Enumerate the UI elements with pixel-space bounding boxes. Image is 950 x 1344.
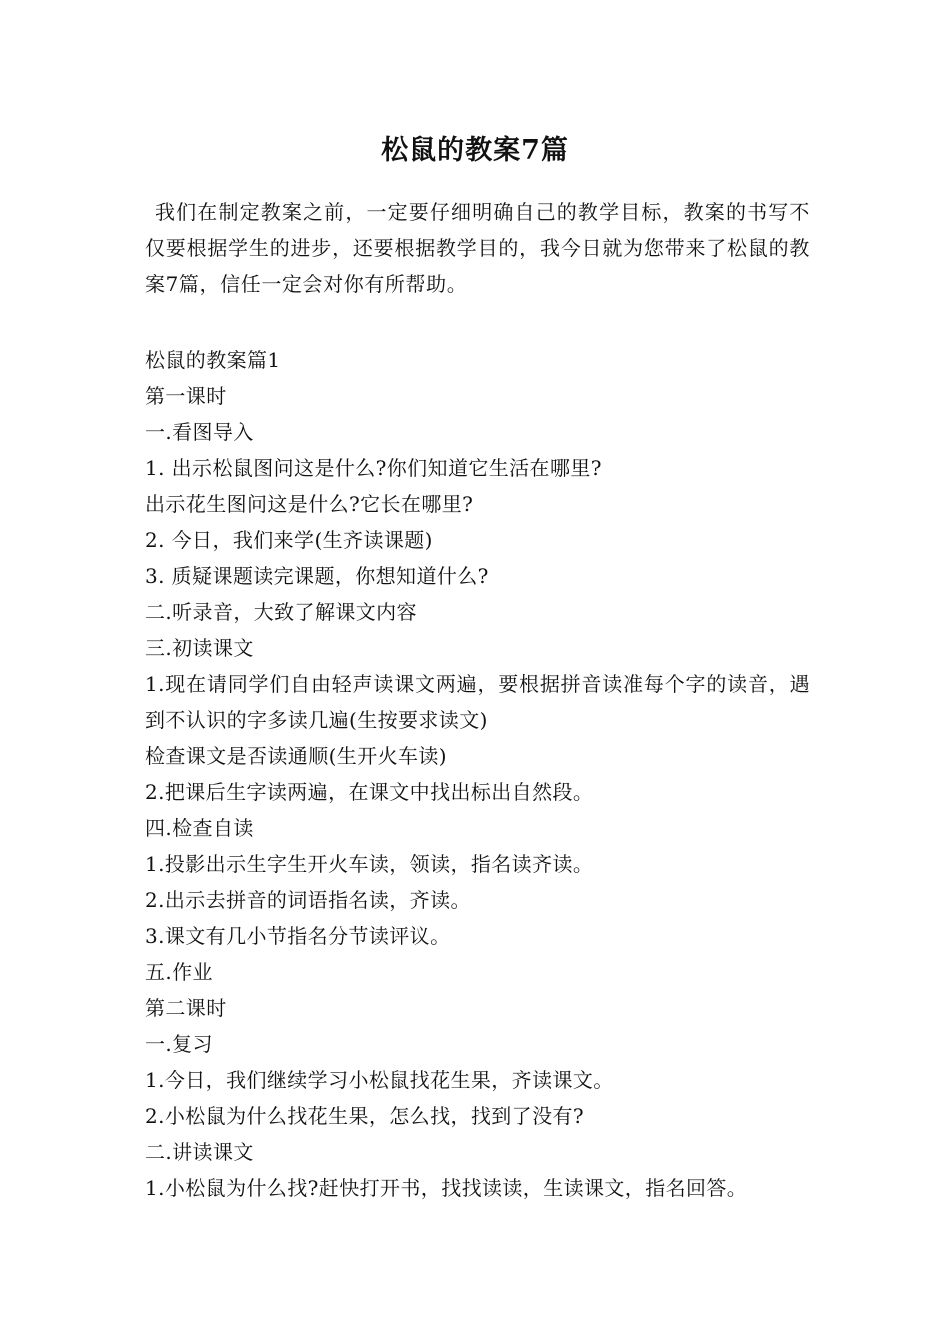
text-line: 2.小松鼠为什么找花生果，怎么找，找到了没有? bbox=[145, 1104, 585, 1128]
step-heading: 一.复习 bbox=[145, 1032, 213, 1056]
step-heading: 四.检查自读 bbox=[145, 816, 254, 840]
lesson-heading: 第一课时 bbox=[145, 384, 227, 408]
step-heading: 二.听录音，大致了解课文内容 bbox=[145, 600, 417, 624]
text-line: 3. 质疑课题读完课题，你想知道什么? bbox=[145, 564, 489, 588]
text-paragraph: 1.现在请同学们自由轻声读课文两遍，要根据拼音读准每个字的读音，遇到不认识的字多读几遍(生按要求读文) bbox=[145, 672, 810, 732]
step-heading: 一.看图导入 bbox=[145, 420, 254, 444]
step-heading: 三.初读课文 bbox=[145, 636, 254, 660]
text-line: 2.把课后生字读两遍，在课文中找出标出自然段。 bbox=[145, 780, 594, 804]
document-body bbox=[145, 342, 810, 1206]
text-line: 检查课文是否读通顺(生开火车读) bbox=[145, 744, 448, 768]
text-line: 1.小松鼠为什么找?赶快打开书，找找读读，生读课文，指名回答。 bbox=[145, 1176, 748, 1200]
text-line: 出示花生图问这是什么?它长在哪里? bbox=[145, 492, 474, 516]
text-line: 1. 出示松鼠图问这是什么?你们知道它生活在哪里? bbox=[145, 456, 602, 480]
lesson-heading: 第二课时 bbox=[145, 996, 227, 1020]
text-line: 2. 今日，我们来学(生齐读课题) bbox=[145, 528, 433, 552]
text-line: 1.投影出示生字生开火车读，领读，指名读齐读。 bbox=[145, 852, 594, 876]
text-line: 2.出示去拼音的词语指名读，齐读。 bbox=[145, 888, 471, 912]
section-heading: 松鼠的教案篇1 bbox=[145, 348, 281, 372]
text-line: 1.今日，我们继续学习小松鼠找花生果，齐读课文。 bbox=[145, 1068, 614, 1092]
intro-paragraph: 我们在制定教案之前，一定要仔细明确自己的教学目标，教案的书写不仅要根据学生的进步，还要根据教学目的，我今日就为您带来了松鼠的教案7篇，信任一定会对你有所帮助。 bbox=[145, 200, 810, 296]
step-heading: 五.作业 bbox=[145, 960, 213, 984]
document-title: 松鼠的教案7篇 bbox=[381, 135, 569, 166]
text-line: 3.课文有几小节指名分节读评议。 bbox=[145, 924, 451, 948]
step-heading: 二.讲读课文 bbox=[145, 1140, 254, 1164]
